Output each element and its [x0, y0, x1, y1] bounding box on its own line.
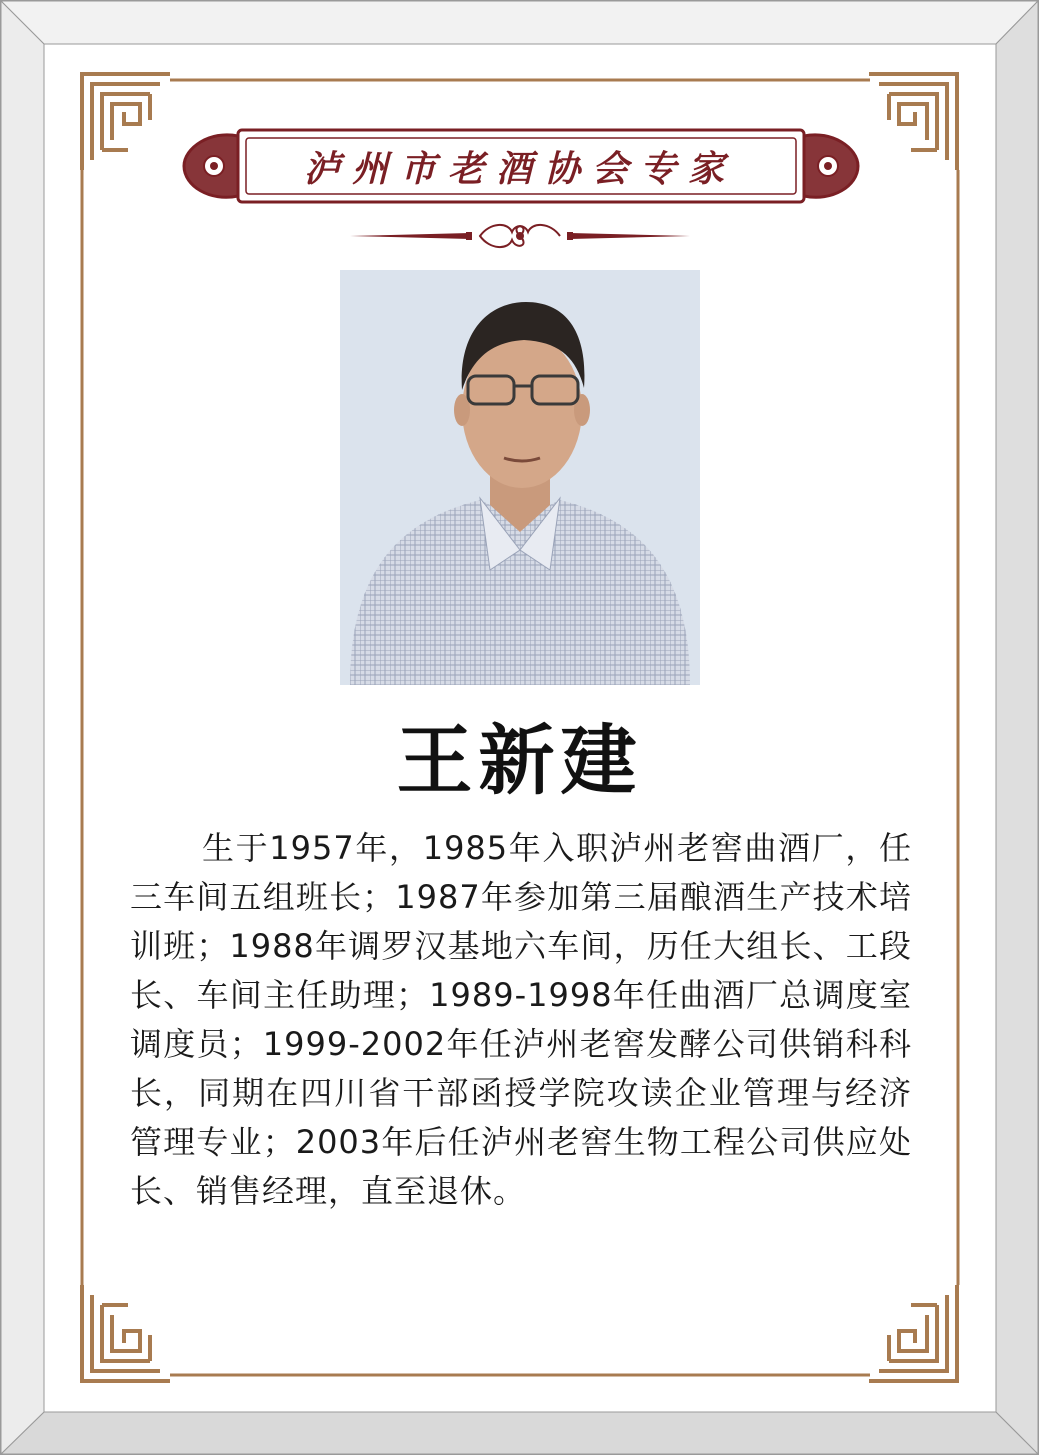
expert-name: 王新建	[396, 716, 643, 805]
portrait-icon	[340, 270, 700, 685]
expert-biography: 生于1957年，1985年入职泸州老窖曲酒厂，任三车间五组班长；1987年参加第三届酿酒生产技术培训班；1988年调罗汉基地六车间，历任大组长、工段长、车间主任助理；1989-1998年任曲酒厂总调度室调度员；1999-2002年任泸州老窖发酵公司供销科科长，同期在四川省干部函授学院攻读企业管理与经济管理专业；2003年后任泸州老窖生物工程公司供应处长、销售经理，直至退休。	[130, 829, 912, 1210]
banner-title: 泸州市老酒协会专家	[303, 147, 736, 190]
portrait-photo	[340, 270, 700, 685]
